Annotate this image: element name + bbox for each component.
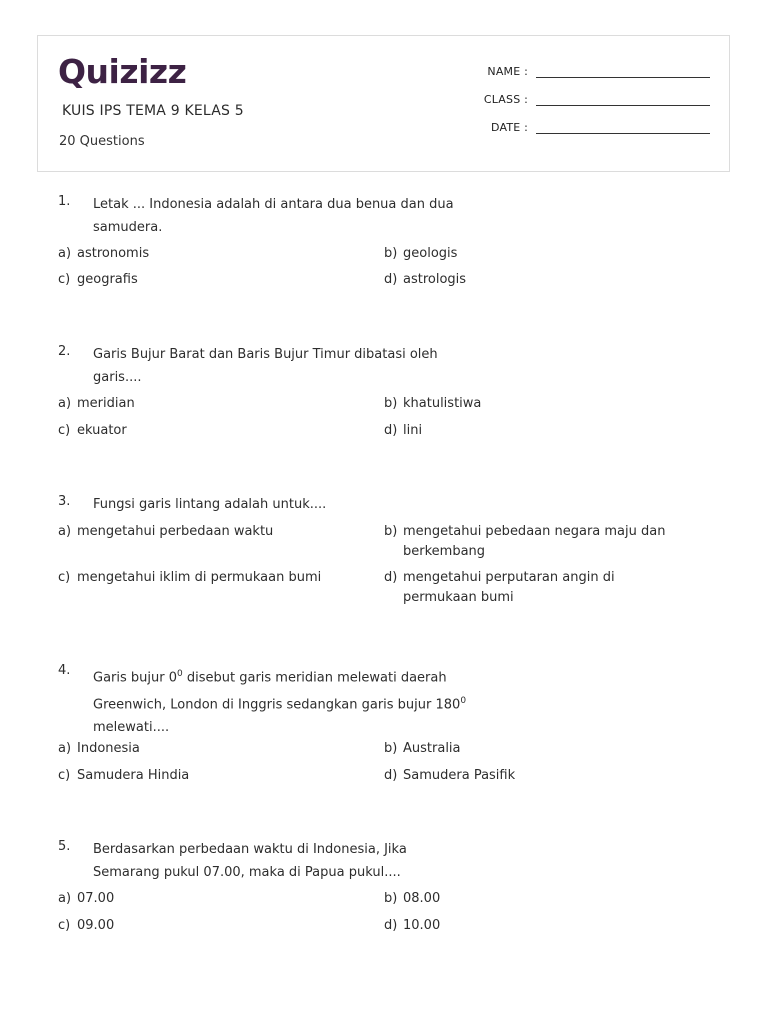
question-text: Garis Bujur Barat dan Baris Bujur Timur dibatasi oleh garis.... (93, 347, 438, 385)
option-letter: d) (384, 918, 398, 933)
question-number: 5. (58, 839, 71, 854)
option-letter: c) (58, 423, 71, 438)
option-letter: a) (58, 891, 72, 906)
question-text (93, 663, 473, 739)
option-d[interactable] (384, 568, 685, 608)
question-count: 20 Questions (59, 134, 145, 149)
option-letter: c) (58, 272, 71, 287)
name-label: NAME : (487, 65, 528, 78)
name-field[interactable] (468, 64, 710, 78)
option-text: geologis (403, 246, 458, 261)
option-d[interactable] (384, 916, 685, 936)
degree-superscript: 0 (460, 695, 467, 706)
option-b[interactable] (384, 244, 685, 264)
option-letter: b) (384, 524, 398, 539)
option-text: lini (403, 423, 423, 438)
option-text: Samudera Pasifik (403, 768, 516, 783)
degree-superscript: 0 (177, 669, 183, 679)
option-d[interactable] (384, 766, 685, 786)
question-text: Letak ... Indonesia adalah di antara dua benua dan dua samudera. (93, 197, 454, 235)
option-text: mengetahui pebedaan negara maju dan berkembang (403, 524, 666, 559)
option-text: 08.00 (403, 891, 441, 906)
option-b[interactable] (384, 889, 685, 909)
option-b[interactable] (384, 522, 685, 562)
question-text-part: Garis bujur 0 (93, 670, 177, 686)
option-text: mengetahui iklim di permukaan bumi (77, 570, 322, 585)
option-b[interactable] (384, 394, 685, 414)
option-letter: a) (58, 524, 72, 539)
class-label: CLASS : (483, 93, 528, 106)
name-line[interactable] (536, 64, 710, 78)
option-letter: c) (58, 570, 71, 585)
option-text: Indonesia (77, 741, 140, 756)
question-text-part: melewati.... (93, 719, 170, 735)
question-text: Berdasarkan perbedaan waktu di Indonesia, Jika Semarang pukul 07.00, maka di Papua pukul.... (93, 842, 407, 880)
question-text-part: disebut garis meridian melewati daerah Greenwich, London di Inggris sedangkan garis bujur 180 (93, 670, 461, 713)
option-a[interactable] (58, 244, 359, 264)
question-text: Fungsi garis lintang adalah untuk.... (93, 497, 327, 512)
option-letter: b) (384, 396, 398, 411)
option-text: Australia (403, 741, 461, 756)
date-label: DATE : (490, 121, 528, 134)
question-number: 3. (58, 494, 71, 509)
option-c[interactable] (58, 766, 359, 786)
option-text: Samudera Hindia (77, 768, 190, 783)
option-letter: b) (384, 741, 398, 756)
option-c[interactable] (58, 916, 359, 936)
option-letter: d) (384, 423, 398, 438)
option-c[interactable] (58, 568, 359, 588)
option-text: astronomis (77, 246, 150, 261)
date-field[interactable] (468, 120, 710, 134)
quiz-title: KUIS IPS TEMA 9 KELAS 5 (62, 103, 244, 119)
option-text: mengetahui perbedaan waktu (77, 524, 274, 539)
option-b[interactable] (384, 739, 685, 759)
class-line[interactable] (536, 92, 710, 106)
date-line[interactable] (536, 120, 710, 134)
option-text: 09.00 (77, 918, 115, 933)
option-text: geografis (77, 272, 138, 287)
option-letter: a) (58, 246, 72, 261)
option-letter: d) (384, 272, 398, 287)
option-text: khatulistiwa (403, 396, 482, 411)
option-text: 10.00 (403, 918, 441, 933)
option-a[interactable] (58, 394, 359, 414)
option-d[interactable] (384, 270, 685, 290)
option-text: meridian (77, 396, 135, 411)
option-a[interactable] (58, 889, 359, 909)
option-letter: c) (58, 768, 71, 783)
option-c[interactable] (58, 270, 359, 290)
option-letter: b) (384, 246, 398, 261)
option-a[interactable] (58, 739, 359, 759)
option-text: mengetahui perputaran angin di permukaan bumi (403, 570, 615, 605)
option-letter: a) (58, 396, 72, 411)
class-field[interactable] (468, 92, 710, 106)
option-d[interactable] (384, 421, 685, 441)
option-text: 07.00 (77, 891, 115, 906)
option-letter: a) (58, 741, 72, 756)
option-letter: b) (384, 891, 398, 906)
question-number: 2. (58, 344, 71, 359)
option-letter: d) (384, 570, 398, 585)
option-letter: d) (384, 768, 398, 783)
option-c[interactable] (58, 421, 359, 441)
question-number: 4. (58, 663, 71, 678)
option-a[interactable] (58, 522, 359, 542)
option-text: astrologis (403, 272, 467, 287)
option-letter: c) (58, 918, 71, 933)
option-text: ekuator (77, 423, 127, 438)
question-number: 1. (58, 194, 71, 209)
quizizz-logo: Quizizz (58, 52, 187, 91)
